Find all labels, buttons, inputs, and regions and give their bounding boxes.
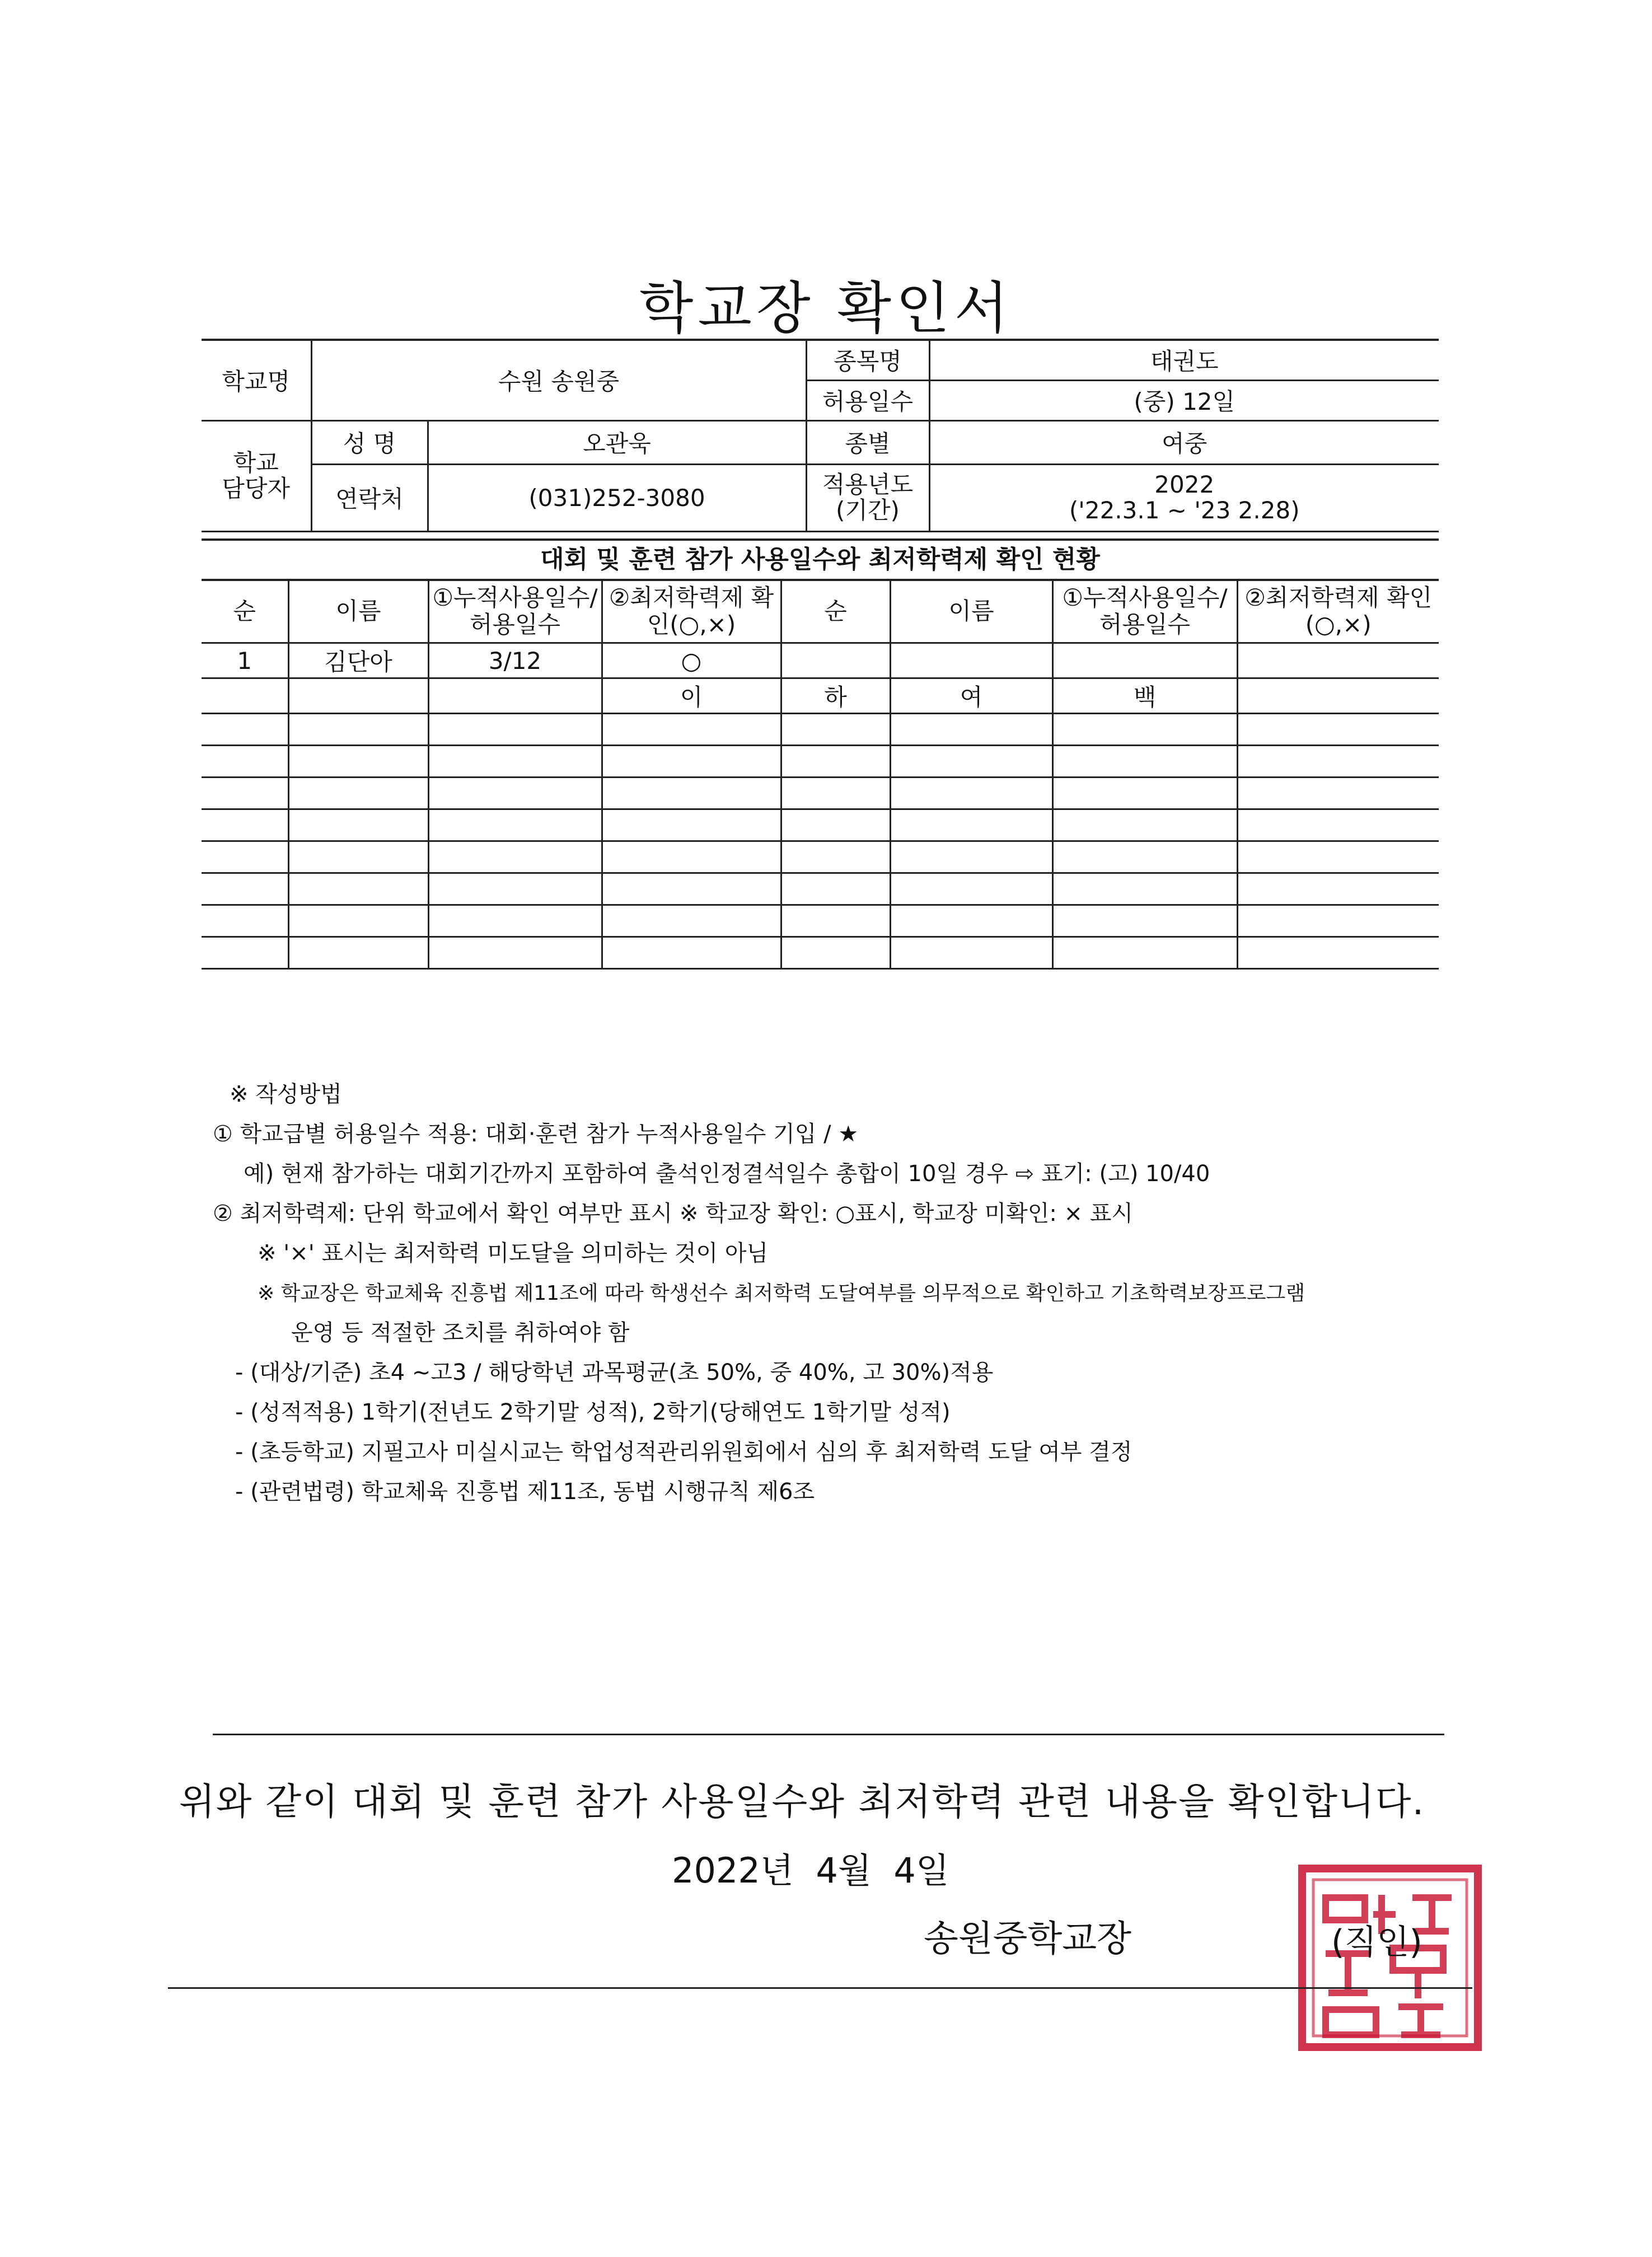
- table-cell: [1237, 905, 1439, 937]
- table-cell: [781, 905, 890, 937]
- issue-date: 2022년 4월 4일: [672, 1850, 949, 1891]
- bottom-divider: [168, 1987, 1472, 1989]
- note-item: ② 최저학력제: 단위 학교에서 확인 여부만 표시 ※ 학교장 확인: ○표시, 학교장 미확인: × 표시: [213, 1201, 1134, 1226]
- table-cell: [288, 714, 428, 746]
- table-row: [202, 643, 1439, 678]
- sport-value: 태권도: [929, 340, 1439, 380]
- table-cell: [602, 873, 781, 905]
- category-value: 여중: [929, 420, 1439, 464]
- table-cell: [781, 746, 890, 778]
- header-cell: ②최저학력제 확인(○,×): [1237, 580, 1439, 643]
- school-name-label: 학교명: [202, 340, 311, 420]
- table-cell: 이: [602, 678, 781, 714]
- table-cell: [202, 678, 288, 714]
- allowed-days-label: 허용일수: [806, 380, 929, 420]
- allowed-days-value: (중) 12일: [929, 380, 1439, 420]
- header-cell: ①누적사용일수/허용일수: [428, 580, 602, 643]
- table-cell: [1237, 714, 1439, 746]
- table-cell: [1052, 937, 1237, 969]
- note-item: ※ '×' 표시는 최저학력 미도달을 의미하는 것이 아님: [258, 1240, 769, 1266]
- note-item: 운영 등 적절한 조치를 취하여야 함: [291, 1320, 630, 1346]
- table-row: [202, 809, 1439, 841]
- roster-table: [202, 579, 1439, 970]
- note-item: - (초등학교) 지필고사 미실시교는 학업성적관리위원회에서 심의 후 최저학력 도달 여부 결정: [235, 1439, 1132, 1465]
- table-cell: [428, 873, 602, 905]
- principal-title: 송원중학교장: [924, 1918, 1131, 1960]
- name-label: 성 명: [311, 420, 428, 464]
- table-cell: [1052, 778, 1237, 809]
- table-cell: [288, 841, 428, 873]
- note-item: 예) 현재 참가하는 대회기간까지 포함하여 출석인정결석일수 총합이 10일 경우 ⇨ 표기: (고) 10/40: [244, 1161, 1210, 1187]
- table-cell: [1052, 746, 1237, 778]
- table-cell: [202, 746, 288, 778]
- note-heading: ※ 작성방법: [230, 1081, 342, 1107]
- school-name-value: 수원 송원중: [311, 340, 806, 420]
- table-cell: [1237, 678, 1439, 714]
- table-cell: [1052, 841, 1237, 873]
- table-cell: [1237, 778, 1439, 809]
- section-title: 대회 및 훈련 참가 사용일수와 최저학력제 확인 현황: [202, 539, 1439, 581]
- table-cell: [890, 746, 1052, 778]
- table-cell: [1237, 643, 1439, 678]
- table-row: [202, 841, 1439, 873]
- confirmation-text: 위와 같이 대회 및 훈련 참가 사용일수와 최저학력 관련 내용을 확인합니다.: [179, 1780, 1425, 1823]
- table-cell: [288, 937, 428, 969]
- table-cell: [890, 937, 1052, 969]
- table-cell: [781, 714, 890, 746]
- table-cell: [428, 937, 602, 969]
- table-cell: [602, 714, 781, 746]
- note-item: ① 학교급별 허용일수 적용: 대회·훈련 참가 누적사용일수 기입 / ★: [213, 1121, 859, 1147]
- table-cell: [781, 873, 890, 905]
- table-cell: [428, 746, 602, 778]
- category-label: 종별: [806, 420, 929, 464]
- table-cell: [781, 841, 890, 873]
- table-cell: 하: [781, 678, 890, 714]
- table-cell: [890, 841, 1052, 873]
- table-row: [202, 937, 1439, 969]
- table-cell: [428, 778, 602, 809]
- instructions: [213, 1075, 1500, 1512]
- table-row: [202, 873, 1439, 905]
- divider: [213, 1734, 1444, 1735]
- table-cell: [202, 809, 288, 841]
- table-cell: 백: [1052, 678, 1237, 714]
- year-value: 2022 ('22.3.1 ~ '23 2.28): [929, 464, 1439, 531]
- table-cell: [1237, 746, 1439, 778]
- phone-label: 연락처: [311, 464, 428, 531]
- name-value: 오관욱: [428, 420, 806, 464]
- note-item: ※ 학교장은 학교체육 진흥법 제11조에 따라 학생선수 최저학력 도달여부를 의무적으로 확인하고 기초학력보장프로그램: [258, 1282, 1305, 1305]
- table-cell: [1052, 873, 1237, 905]
- table-cell: [890, 809, 1052, 841]
- table-cell: [781, 643, 890, 678]
- table-cell: [288, 778, 428, 809]
- table-cell: [890, 873, 1052, 905]
- table-cell: [1052, 809, 1237, 841]
- table-cell: 김단아: [288, 643, 428, 678]
- table-cell: [288, 873, 428, 905]
- table-cell: [202, 714, 288, 746]
- roster-header-row: [202, 580, 1439, 643]
- table-cell: [781, 778, 890, 809]
- table-cell: [1052, 714, 1237, 746]
- table-cell: [428, 841, 602, 873]
- table-cell: [602, 746, 781, 778]
- table-cell: [1237, 809, 1439, 841]
- table-cell: [202, 937, 288, 969]
- header-cell: 이름: [288, 580, 428, 643]
- table-cell: [602, 809, 781, 841]
- contact-person-label: 학교 담당자: [202, 420, 311, 531]
- table-cell: [288, 905, 428, 937]
- table-cell: [781, 809, 890, 841]
- table-cell: [202, 905, 288, 937]
- table-cell: [1237, 937, 1439, 969]
- table-cell: [890, 905, 1052, 937]
- table-row: [202, 778, 1439, 809]
- table-cell: [428, 678, 602, 714]
- school-info-table: [202, 339, 1439, 532]
- header-cell: 순: [781, 580, 890, 643]
- table-cell: 1: [202, 643, 288, 678]
- table-cell: 3/12: [428, 643, 602, 678]
- table-cell: [428, 905, 602, 937]
- table-cell: [202, 841, 288, 873]
- table-cell: [602, 937, 781, 969]
- year-label: 적용년도 (기간): [806, 464, 929, 531]
- table-row: [202, 714, 1439, 746]
- table-cell: [1052, 643, 1237, 678]
- table-cell: [781, 937, 890, 969]
- table-cell: [288, 678, 428, 714]
- table-cell: [202, 873, 288, 905]
- table-cell: [1237, 873, 1439, 905]
- table-row: [202, 746, 1439, 778]
- table-row: [202, 905, 1439, 937]
- sport-label: 종목명: [806, 340, 929, 380]
- document-title: 학교장 확인서: [639, 275, 1013, 341]
- table-cell: [202, 778, 288, 809]
- table-cell: [890, 714, 1052, 746]
- phone-value: (031)252-3080: [428, 464, 806, 531]
- table-cell: [602, 905, 781, 937]
- table-cell: ○: [602, 643, 781, 678]
- table-cell: [1237, 841, 1439, 873]
- header-cell: ②최저학력제 확인(○,×): [602, 580, 781, 643]
- table-cell: [288, 809, 428, 841]
- table-cell: [890, 778, 1052, 809]
- header-cell: 순: [202, 580, 288, 643]
- header-cell: 이름: [890, 580, 1052, 643]
- header-cell: ①누적사용일수/허용일수: [1052, 580, 1237, 643]
- table-cell: [602, 841, 781, 873]
- note-item: - (성적적용) 1학기(전년도 2학기말 성적), 2학기(당해연도 1학기말 성적): [235, 1399, 951, 1425]
- table-cell: [428, 714, 602, 746]
- note-item: - (관련법령) 학교체육 진흥법 제11조, 동법 시행규칙 제6조: [235, 1479, 815, 1505]
- table-cell: [890, 643, 1052, 678]
- table-cell: [602, 778, 781, 809]
- table-cell: [288, 746, 428, 778]
- table-cell: 여: [890, 678, 1052, 714]
- note-item: - (대상/기준) 초4 ~고3 / 해당학년 과목평균(초 50%, 중 40%, 고 30%)적용: [235, 1360, 994, 1385]
- table-cell: [1052, 905, 1237, 937]
- seal-label: (직인): [1331, 1923, 1422, 1962]
- table-row: [202, 678, 1439, 714]
- table-cell: [428, 809, 602, 841]
